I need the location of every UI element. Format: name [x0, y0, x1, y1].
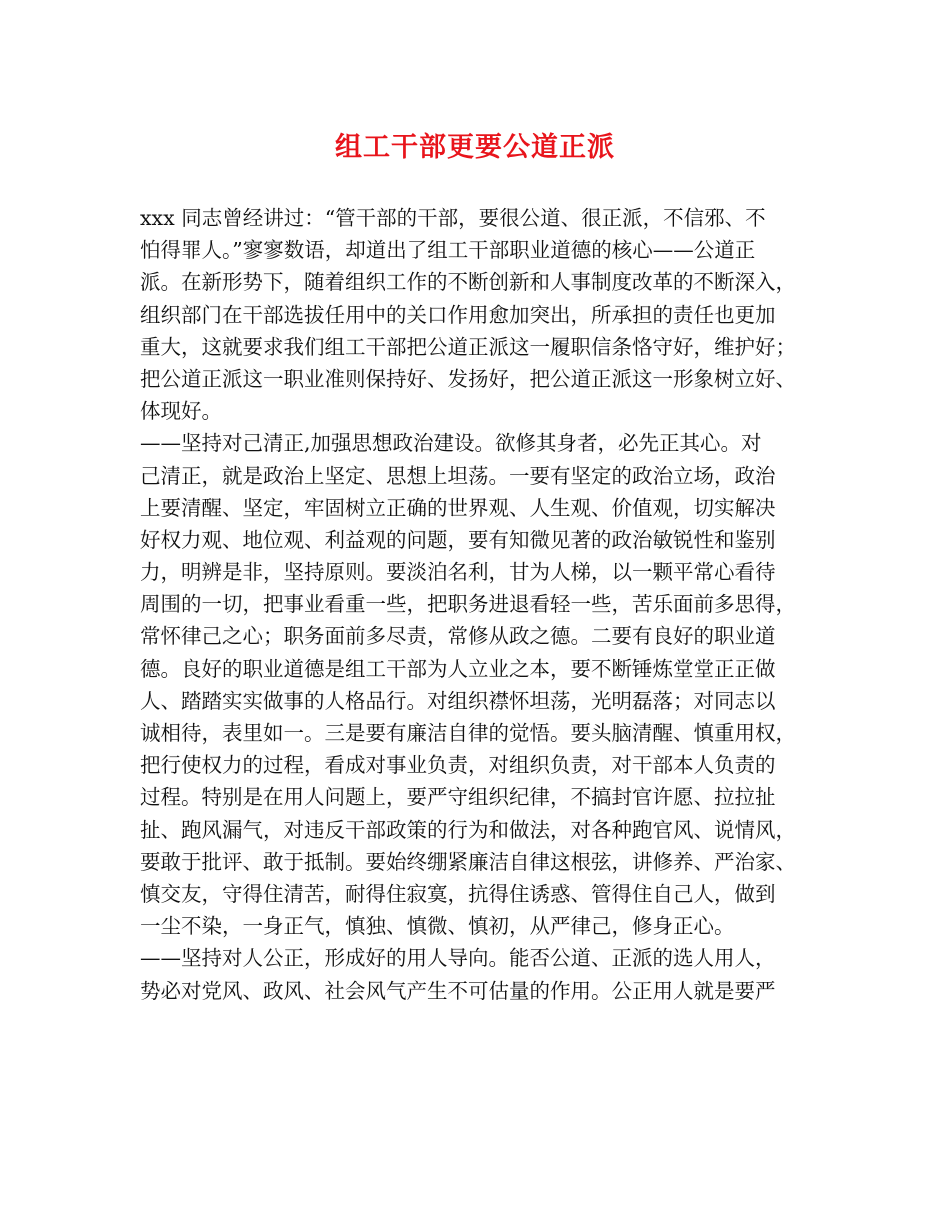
body-text-line: 德。良好的职业道德是组工干部为人立业之本，要不断锤炼堂堂正正做	[140, 656, 776, 681]
body-text-line: 把公道正派这一职业准则保持好、发扬好，把公道正派这一形象树立好、	[140, 366, 796, 391]
body-text-line: 好权力观、地位观、利益观的问题，要有知微见著的政治敏锐性和鉴别	[140, 527, 776, 552]
body-text-line: 组织部门在干部选拔任用中的关口作用愈加突出，所承担的责任也更加	[140, 302, 776, 327]
body-text-line: ——坚持对己清正,加强思想政治建设。欲修其身者，必先正其心。对	[140, 431, 762, 456]
body-text-line: 周围的一切，把事业看重一些，把职务进退看轻一些，苦乐面前多思得，	[140, 592, 796, 617]
body-text-line: 诚相待，表里如一。三是要有廉洁自律的觉悟。要头脑清醒、慎重用权，	[140, 721, 796, 745]
body-text-line: 扯、跑风漏气，对违反干部政策的行为和做法，对各种跑官风、说情风，	[140, 817, 796, 842]
body-text-line: 把行使权力的过程，看成对事业负责，对组织负责，对干部本人负责的	[140, 753, 776, 778]
body-text-line: 要敢于批评、敢于抵制。要始终绷紧廉洁自律这根弦，讲修养、严治家、	[140, 849, 796, 874]
body-text-line: 重大，这就要求我们组工干部把公道正派这一履职信条恪守好，维护好；	[140, 334, 796, 359]
body-text-line: 派。在新形势下，随着组织工作的不断创新和人事制度改革的不断深入，	[140, 270, 796, 295]
body-text-line: 上要清醒、坚定，牢固树立正确的世界观、人生观、价值观，切实解决	[140, 495, 776, 520]
body-text-line: 人、踏踏实实做事的人格品行。对组织襟怀坦荡，光明磊落；对同志以	[140, 688, 776, 713]
body-text-line: 一尘不染，一身正气，慎独、慎微、慎初，从严律己，修身正心。	[140, 914, 735, 939]
body-text-line: 体现好。	[140, 399, 222, 424]
body-text-line: xxx 同志曾经讲过：“管干部的干部，要很公道、很正派，不信邪、不	[140, 206, 766, 230]
body-text-line: 势必对党风、政风、社会风气产生不可估量的作用。公正用人就是要严	[140, 978, 776, 1003]
body-text-line: 常怀律己之心；职务面前多尽责，常修从政之德。二要有良好的职业道	[140, 624, 776, 649]
body-text-line: 力，明辨是非，坚持原则。要淡泊名利，甘为人梯，以一颗平常心看待	[140, 560, 776, 585]
body-text-line: 慎交友，守得住清苦，耐得住寂寞，抗得住诱惑、管得住自己人，做到	[140, 881, 776, 906]
body-text-line: 怕得罪人。”寥寥数语，却道出了组工干部职业道德的核心——公道正	[140, 238, 756, 263]
document-body	[140, 202, 830, 1007]
body-text-line: ——坚持对人公正，形成好的用人导向。能否公道、正派的选人用人，	[140, 946, 776, 971]
body-text-line: 过程。特别是在用人问题上，要严守组织纪律，不搞封官许愿、拉拉扯	[140, 785, 776, 810]
body-text-line: 己清正，就是政治上坚定、思想上坦荡。一要有坚定的政治立场，政治	[140, 463, 776, 488]
document-title: 组工干部更要公道正派	[335, 132, 615, 163]
